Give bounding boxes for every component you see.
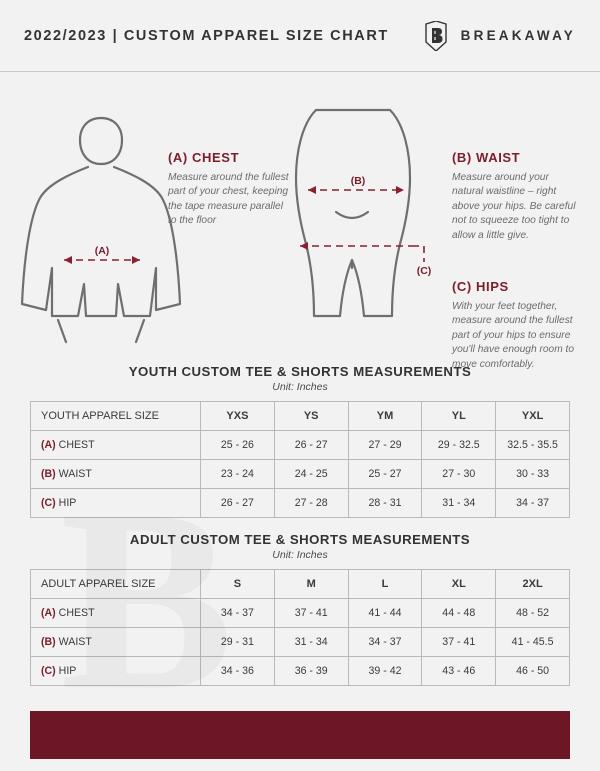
adult-row-2-label: [31, 657, 201, 686]
youth-r1-c1: 24 - 25: [274, 460, 348, 489]
adult-header-label: ADULT APPAREL SIZE: [31, 570, 201, 599]
measure-tag: (C): [41, 497, 56, 509]
table-row: [31, 431, 570, 460]
youth-row-2-label: [31, 489, 201, 518]
svg-text:(C): (C): [416, 265, 432, 277]
youth-r0-c0: 25 - 26: [201, 431, 275, 460]
table-header-row: [31, 570, 570, 599]
youth-r0-c2: 27 - 29: [348, 431, 422, 460]
adult-r2-c2: 39 - 42: [348, 657, 422, 686]
adult-table-unit: Unit: Inches: [272, 549, 328, 561]
measure-tag: (B): [41, 636, 56, 648]
adult-size-3: XL: [422, 570, 496, 599]
measure-label: CHEST: [58, 607, 95, 619]
callout-waist-body: Measure around your natural waistline – right above your hips. Be careful not to squeeze too tight to allow a little give.: [452, 172, 576, 241]
adult-r1-c0: 29 - 31: [201, 628, 275, 657]
adult-r0-c3: 44 - 48: [422, 599, 496, 628]
measure-label: CHEST: [58, 439, 95, 451]
youth-r1-c3: 27 - 30: [422, 460, 496, 489]
youth-row-1-label: [31, 460, 201, 489]
youth-table-unit: Unit: Inches: [272, 381, 328, 393]
measurement-diagram: [0, 72, 600, 370]
youth-size-0: YXS: [201, 402, 275, 431]
callout-waist-title: (B) WAIST: [452, 150, 521, 165]
svg-text:(B): (B): [350, 175, 366, 187]
adult-table-block: [0, 532, 600, 686]
table-header-row: [31, 402, 570, 431]
youth-r1-c4: 30 - 33: [496, 460, 570, 489]
callout-waist: [452, 150, 582, 243]
page-header: [0, 0, 600, 72]
callout-hips: [452, 279, 584, 372]
measure-label: HIP: [58, 497, 77, 509]
youth-size-2: YM: [348, 402, 422, 431]
adult-size-2: L: [348, 570, 422, 599]
youth-r0-c1: 26 - 27: [274, 431, 348, 460]
table-row: [31, 489, 570, 518]
youth-r2-c2: 28 - 31: [348, 489, 422, 518]
brand-name: BREAKAWAY: [460, 28, 576, 43]
youth-header-label: YOUTH APPAREL SIZE: [31, 402, 201, 431]
adult-r0-c0: 34 - 37: [201, 599, 275, 628]
callout-chest-title: (A) CHEST: [168, 150, 240, 165]
callout-chest-body: Measure around the fullest part of your chest, keeping the tape measure parallel to the floor: [168, 172, 289, 227]
measure-tag: (B): [41, 468, 56, 480]
adult-size-table: [30, 569, 570, 686]
youth-r1-c0: 23 - 24: [201, 460, 275, 489]
adult-r0-c2: 41 - 44: [348, 599, 422, 628]
table-row: [31, 599, 570, 628]
measure-tag: (A): [41, 439, 56, 451]
adult-r0-c1: 37 - 41: [274, 599, 348, 628]
adult-r2-c3: 43 - 46: [422, 657, 496, 686]
adult-r1-c4: 41 - 45.5: [496, 628, 570, 657]
adult-r1-c3: 37 - 41: [422, 628, 496, 657]
adult-r2-c4: 46 - 50: [496, 657, 570, 686]
youth-r2-c1: 27 - 28: [274, 489, 348, 518]
measure-label: WAIST: [58, 468, 92, 480]
table-row: [31, 657, 570, 686]
youth-table-block: [0, 364, 600, 518]
youth-table-title: YOUTH CUSTOM TEE & SHORTS MEASUREMENTS: [128, 364, 472, 379]
adult-size-1: M: [274, 570, 348, 599]
callout-chest: [168, 150, 293, 229]
youth-r2-c3: 31 - 34: [422, 489, 496, 518]
table-row: [31, 628, 570, 657]
page-title: 2022/2023 | CUSTOM APPAREL SIZE CHART: [24, 27, 389, 44]
measure-tag: (C): [41, 665, 56, 677]
adult-size-0: S: [201, 570, 275, 599]
adult-r2-c0: 34 - 36: [201, 657, 275, 686]
adult-size-4: 2XL: [496, 570, 570, 599]
youth-size-1: YS: [274, 402, 348, 431]
youth-r2-c4: 34 - 37: [496, 489, 570, 518]
youth-r2-c0: 26 - 27: [201, 489, 275, 518]
youth-size-table: [30, 401, 570, 518]
measure-label: WAIST: [58, 636, 92, 648]
adult-row-0-label: [31, 599, 201, 628]
youth-size-4: YXL: [496, 402, 570, 431]
footer-bar: [30, 711, 570, 759]
youth-size-3: YL: [422, 402, 496, 431]
svg-text:(A): (A): [94, 245, 110, 257]
adult-r2-c1: 36 - 39: [274, 657, 348, 686]
brand-lockup: [423, 21, 576, 51]
adult-r1-c2: 34 - 37: [348, 628, 422, 657]
callout-hips-body: With your feet together, measure around the fullest part of your hips to ensure you'll have enough room to move comfortably.: [452, 301, 575, 370]
adult-r0-c4: 48 - 52: [496, 599, 570, 628]
breakaway-b-logo-icon: [423, 21, 449, 51]
measure-label: HIP: [58, 665, 77, 677]
callout-hips-title: (C) HIPS: [452, 279, 509, 294]
adult-row-1-label: [31, 628, 201, 657]
youth-r0-c3: 29 - 32.5: [422, 431, 496, 460]
youth-row-0-label: [31, 431, 201, 460]
youth-r0-c4: 32.5 - 35.5: [496, 431, 570, 460]
measure-tag: (A): [41, 607, 56, 619]
table-row: [31, 460, 570, 489]
youth-r1-c2: 25 - 27: [348, 460, 422, 489]
adult-table-title: ADULT CUSTOM TEE & SHORTS MEASUREMENTS: [129, 532, 471, 547]
adult-r1-c1: 31 - 34: [274, 628, 348, 657]
